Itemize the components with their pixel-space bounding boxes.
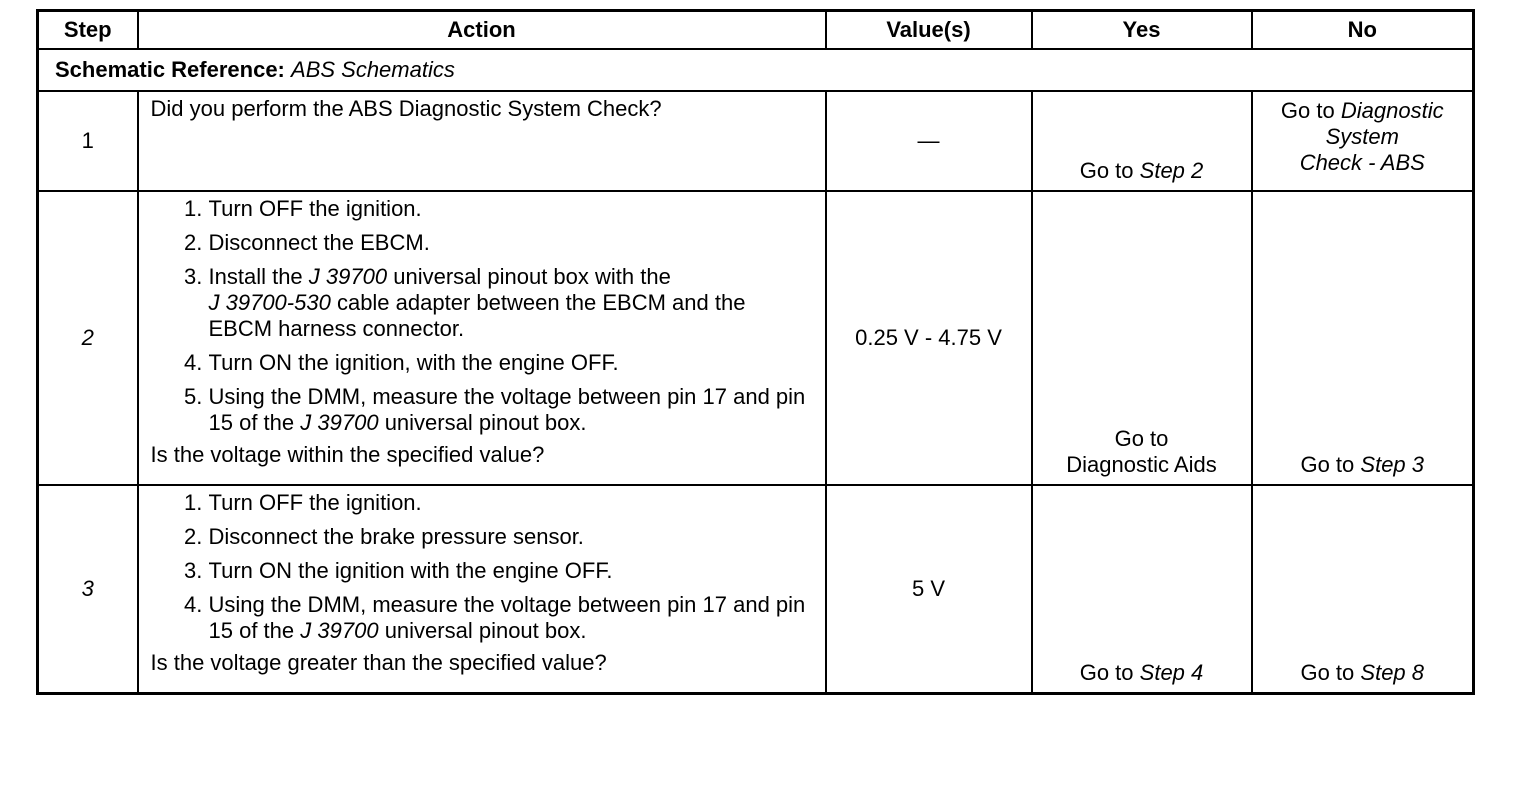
table-row xyxy=(38,485,1474,694)
list-item-text: Using the DMM, measure the voltage between pin 17 and pin 15 of the xyxy=(208,384,806,435)
yes-link: Step 2 xyxy=(1139,158,1204,183)
schematic-reference-link: ABS Schematics xyxy=(291,57,455,82)
action-question: Is the voltage within the specified value? xyxy=(150,442,545,467)
value-cell: 5 V xyxy=(826,485,1032,694)
action-question: Did you perform the ABS Diagnostic System Check? xyxy=(150,96,662,121)
list-item-text: universal pinout box with the xyxy=(393,264,671,289)
no-cell xyxy=(1252,91,1474,191)
yes-line: Go to xyxy=(1114,426,1169,451)
action-cell xyxy=(138,91,826,191)
tool-reference: J 39700 xyxy=(300,410,379,435)
header-no: No xyxy=(1252,11,1474,50)
value-cell: 0.25 V - 4.75 V xyxy=(826,191,1032,485)
step-number: 1 xyxy=(38,91,138,191)
no-prefix: Go to xyxy=(1300,452,1355,477)
yes-link: Step 4 xyxy=(1139,660,1204,685)
yes-cell xyxy=(1032,485,1252,694)
header-row xyxy=(38,11,1474,50)
diagnostic-table xyxy=(36,9,1475,695)
no-cell xyxy=(1252,485,1474,694)
yes-prefix: Go to xyxy=(1079,158,1134,183)
yes-cell xyxy=(1032,91,1252,191)
no-link: System xyxy=(1325,124,1399,149)
header-action: Action xyxy=(138,11,826,50)
schematic-reference-row xyxy=(38,49,1474,91)
list-item: 4. Turn ON the ignition, with the engine OFF. xyxy=(209,350,813,376)
table-row xyxy=(38,191,1474,485)
header-step: Step xyxy=(38,11,138,50)
action-question: Is the voltage greater than the specified value? xyxy=(150,650,607,675)
tool-reference: J 39700 xyxy=(308,264,388,289)
value-cell: — xyxy=(826,91,1032,191)
list-item: 1. Turn OFF the ignition. xyxy=(209,196,813,222)
step-number: 2 xyxy=(38,191,138,485)
tool-reference: J 39700 xyxy=(300,618,379,643)
yes-line: Diagnostic Aids xyxy=(1066,452,1217,477)
list-item-text: Install the xyxy=(208,264,303,289)
yes-prefix: Go to xyxy=(1079,660,1134,685)
step-number: 3 xyxy=(38,485,138,694)
action-steps-list xyxy=(151,196,813,436)
action-cell xyxy=(138,191,826,485)
list-item xyxy=(209,264,813,342)
no-link: Step 8 xyxy=(1360,660,1425,685)
no-link: Step 3 xyxy=(1360,452,1425,477)
no-cell xyxy=(1252,191,1474,485)
list-item xyxy=(209,384,813,436)
list-item: 2. Disconnect the EBCM. xyxy=(209,230,813,256)
list-item: 2. Disconnect the brake pressure sensor. xyxy=(209,524,813,550)
no-link: Check - ABS xyxy=(1299,150,1425,175)
list-item-text: universal pinout box. xyxy=(384,410,587,435)
schematic-reference-label: Schematic Reference: xyxy=(55,57,285,82)
list-item: 3. Turn ON the ignition with the engine OFF. xyxy=(209,558,813,584)
no-link: Diagnostic xyxy=(1340,98,1444,123)
yes-cell xyxy=(1032,191,1252,485)
list-item-text: cable adapter between the EBCM and the EBCM harness connector. xyxy=(208,290,746,341)
list-item-text: Using the DMM, measure the voltage between pin 17 and pin 15 of the xyxy=(208,592,806,643)
tool-reference: J 39700-530 xyxy=(208,290,331,315)
table-row xyxy=(38,91,1474,191)
no-prefix: Go to xyxy=(1280,98,1335,123)
schematic-reference xyxy=(38,49,1474,91)
action-cell xyxy=(138,485,826,694)
list-item: 1. Turn OFF the ignition. xyxy=(209,490,813,516)
action-steps-list xyxy=(151,490,813,644)
header-values: Value(s) xyxy=(826,11,1032,50)
list-item-text: universal pinout box. xyxy=(384,618,587,643)
header-yes: Yes xyxy=(1032,11,1252,50)
list-item xyxy=(209,592,813,644)
no-prefix: Go to xyxy=(1300,660,1355,685)
